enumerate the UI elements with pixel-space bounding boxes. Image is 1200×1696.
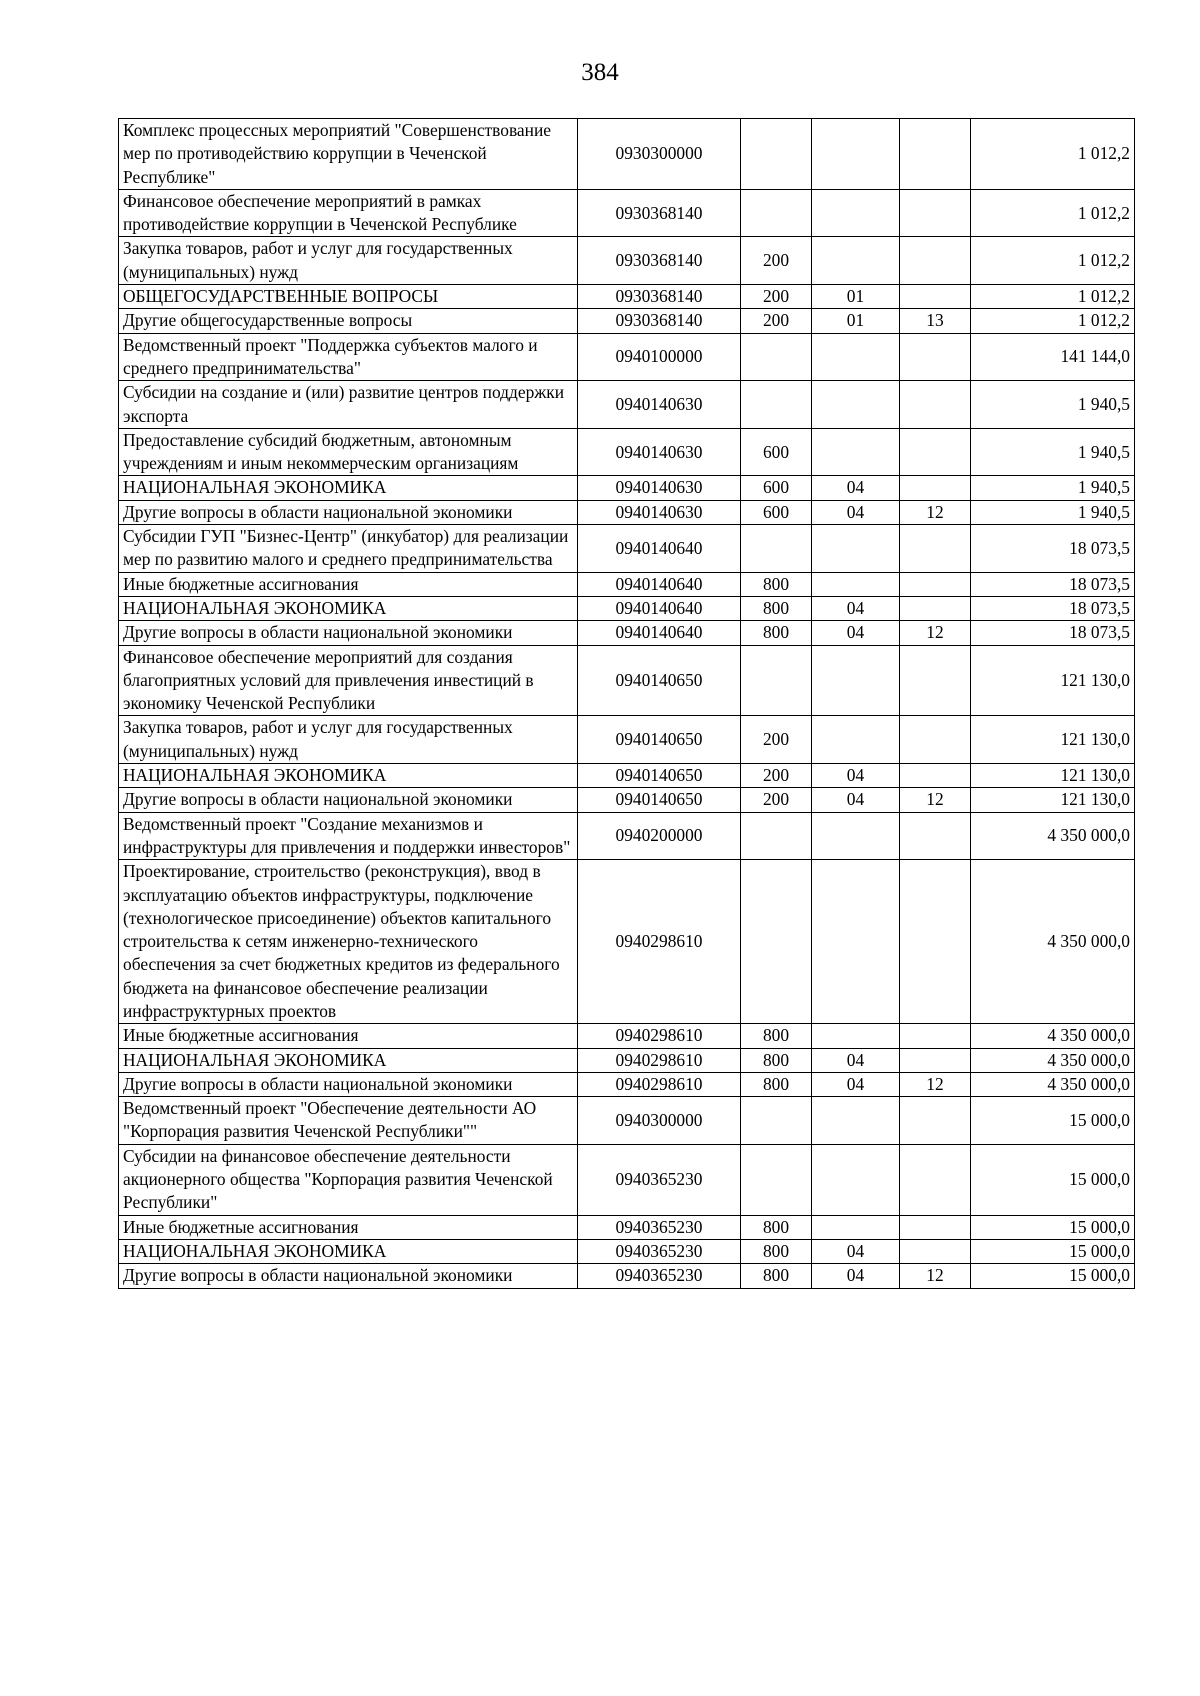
cell-target-code: 0940140640 [578, 572, 741, 596]
table-row [119, 596, 1135, 620]
cell-subsection: 12 [900, 788, 971, 812]
cell-section [812, 381, 900, 429]
cell-section [812, 237, 900, 285]
cell-amount: 15 000,0 [971, 1215, 1135, 1239]
cell-target-code: 0940140630 [578, 476, 741, 500]
cell-expense-type [741, 812, 812, 860]
cell-subsection [900, 525, 971, 573]
cell-section: 04 [812, 788, 900, 812]
cell-subsection [900, 764, 971, 788]
table-row [119, 860, 1135, 1024]
cell-subsection: 13 [900, 309, 971, 333]
table-row [119, 645, 1135, 716]
cell-subsection [900, 812, 971, 860]
cell-expense-type: 800 [741, 621, 812, 645]
table-row [119, 237, 1135, 285]
table-row [119, 1072, 1135, 1096]
cell-expense-type [741, 381, 812, 429]
cell-section: 04 [812, 500, 900, 524]
table-row [119, 764, 1135, 788]
cell-target-code: 0940140650 [578, 645, 741, 716]
cell-amount: 1 940,5 [971, 476, 1135, 500]
cell-expense-type: 200 [741, 285, 812, 309]
cell-amount: 15 000,0 [971, 1264, 1135, 1288]
cell-target-code: 0940140640 [578, 525, 741, 573]
cell-amount: 121 130,0 [971, 788, 1135, 812]
cell-name: Другие вопросы в области национальной экономики [119, 500, 578, 524]
cell-subsection [900, 572, 971, 596]
cell-amount: 15 000,0 [971, 1097, 1135, 1145]
cell-subsection: 12 [900, 500, 971, 524]
cell-target-code: 0930300000 [578, 119, 741, 190]
cell-subsection [900, 716, 971, 764]
cell-section: 04 [812, 1048, 900, 1072]
cell-expense-type [741, 333, 812, 381]
cell-amount: 1 012,2 [971, 309, 1135, 333]
cell-amount: 18 073,5 [971, 596, 1135, 620]
table-row [119, 1239, 1135, 1263]
cell-subsection: 12 [900, 1264, 971, 1288]
cell-subsection: 12 [900, 1072, 971, 1096]
cell-target-code: 0930368140 [578, 285, 741, 309]
cell-target-code: 0940300000 [578, 1097, 741, 1145]
cell-section [812, 333, 900, 381]
cell-expense-type: 200 [741, 788, 812, 812]
cell-expense-type [741, 645, 812, 716]
cell-name: Закупка товаров, работ и услуг для государственных (муниципальных) нужд [119, 716, 578, 764]
cell-expense-type: 800 [741, 596, 812, 620]
table-row [119, 621, 1135, 645]
table-row [119, 428, 1135, 476]
cell-name: Другие вопросы в области национальной экономики [119, 1072, 578, 1096]
cell-expense-type: 200 [741, 764, 812, 788]
cell-name: Финансовое обеспечение мероприятий в рамках противодействие коррупции в Чеченской Республике [119, 189, 578, 237]
cell-section: 01 [812, 285, 900, 309]
table-row [119, 572, 1135, 596]
cell-amount: 15 000,0 [971, 1239, 1135, 1263]
cell-target-code: 0940100000 [578, 333, 741, 381]
cell-name: Иные бюджетные ассигнования [119, 1215, 578, 1239]
table-row [119, 716, 1135, 764]
cell-amount: 4 350 000,0 [971, 1024, 1135, 1048]
cell-subsection [900, 596, 971, 620]
cell-subsection [900, 1239, 971, 1263]
cell-subsection [900, 645, 971, 716]
cell-target-code: 0940140650 [578, 788, 741, 812]
cell-subsection [900, 237, 971, 285]
cell-name: НАЦИОНАЛЬНАЯ ЭКОНОМИКА [119, 764, 578, 788]
cell-section [812, 860, 900, 1024]
cell-section: 04 [812, 1072, 900, 1096]
cell-target-code: 0940298610 [578, 1072, 741, 1096]
cell-expense-type: 200 [741, 237, 812, 285]
cell-subsection [900, 1097, 971, 1145]
cell-target-code: 0930368140 [578, 237, 741, 285]
cell-expense-type: 800 [741, 1048, 812, 1072]
cell-amount: 121 130,0 [971, 716, 1135, 764]
cell-target-code: 0940298610 [578, 860, 741, 1024]
cell-expense-type: 600 [741, 428, 812, 476]
cell-expense-type: 800 [741, 1072, 812, 1096]
cell-name: Иные бюджетные ассигнования [119, 572, 578, 596]
cell-section: 04 [812, 1239, 900, 1263]
cell-amount: 18 073,5 [971, 621, 1135, 645]
cell-section: 04 [812, 764, 900, 788]
cell-name: Ведомственный проект "Создание механизмов и инфраструктуры для привлечения и поддержки инвесторов" [119, 812, 578, 860]
table-row [119, 1144, 1135, 1215]
cell-name: Другие общегосударственные вопросы [119, 309, 578, 333]
cell-amount: 4 350 000,0 [971, 1072, 1135, 1096]
budget-table [118, 118, 1135, 1289]
table-row [119, 812, 1135, 860]
cell-expense-type: 800 [741, 1215, 812, 1239]
cell-target-code: 0940365230 [578, 1215, 741, 1239]
cell-amount: 1 012,2 [971, 237, 1135, 285]
cell-target-code: 0930368140 [578, 189, 741, 237]
cell-subsection [900, 428, 971, 476]
cell-amount: 15 000,0 [971, 1144, 1135, 1215]
cell-subsection [900, 189, 971, 237]
cell-name: Финансовое обеспечение мероприятий для создания благоприятных условий для привлечения инвестиций в экономику Чеченской Республики [119, 645, 578, 716]
cell-target-code: 0940140630 [578, 428, 741, 476]
cell-amount: 18 073,5 [971, 572, 1135, 596]
cell-subsection [900, 1215, 971, 1239]
page-number: 384 [581, 59, 619, 86]
cell-subsection [900, 381, 971, 429]
cell-section [812, 572, 900, 596]
cell-subsection [900, 285, 971, 309]
table-row [119, 1264, 1135, 1288]
cell-expense-type: 200 [741, 716, 812, 764]
cell-section: 04 [812, 476, 900, 500]
cell-target-code: 0940365230 [578, 1144, 741, 1215]
table-row [119, 119, 1135, 190]
cell-expense-type [741, 1097, 812, 1145]
cell-amount: 1 940,5 [971, 500, 1135, 524]
cell-subsection [900, 476, 971, 500]
cell-section [812, 1215, 900, 1239]
cell-name: Закупка товаров, работ и услуг для государственных (муниципальных) нужд [119, 237, 578, 285]
cell-name: Ведомственный проект "Поддержка субъектов малого и среднего предпринимательства" [119, 333, 578, 381]
cell-name: Другие вопросы в области национальной экономики [119, 1264, 578, 1288]
table-row [119, 285, 1135, 309]
cell-section: 04 [812, 621, 900, 645]
cell-section: 04 [812, 1264, 900, 1288]
cell-expense-type [741, 860, 812, 1024]
cell-section [812, 645, 900, 716]
table-row [119, 476, 1135, 500]
table-row [119, 1215, 1135, 1239]
cell-name: НАЦИОНАЛЬНАЯ ЭКОНОМИКА [119, 476, 578, 500]
cell-target-code: 0940140640 [578, 621, 741, 645]
cell-section [812, 1144, 900, 1215]
cell-name: Другие вопросы в области национальной экономики [119, 788, 578, 812]
cell-subsection [900, 1144, 971, 1215]
cell-section [812, 1024, 900, 1048]
cell-amount: 1 940,5 [971, 381, 1135, 429]
cell-target-code: 0940365230 [578, 1239, 741, 1263]
cell-section [812, 1097, 900, 1145]
cell-target-code: 0940140630 [578, 381, 741, 429]
cell-target-code: 0940140640 [578, 596, 741, 620]
cell-subsection [900, 860, 971, 1024]
cell-section [812, 119, 900, 190]
cell-section [812, 189, 900, 237]
budget-table-body [119, 119, 1135, 1289]
cell-target-code: 0940298610 [578, 1024, 741, 1048]
cell-name: Субсидии ГУП "Бизнес-Центр" (инкубатор) для реализации мер по развитию малого и среднего предпринимательства [119, 525, 578, 573]
cell-amount: 1 012,2 [971, 189, 1135, 237]
cell-name: Предоставление субсидий бюджетным, автономным учреждениям и иным некоммерческим организациям [119, 428, 578, 476]
table-row [119, 1097, 1135, 1145]
cell-name: Иные бюджетные ассигнования [119, 1024, 578, 1048]
cell-expense-type: 800 [741, 572, 812, 596]
cell-expense-type [741, 525, 812, 573]
cell-section [812, 525, 900, 573]
cell-subsection [900, 1024, 971, 1048]
cell-amount: 1 940,5 [971, 428, 1135, 476]
cell-section [812, 812, 900, 860]
table-row [119, 1024, 1135, 1048]
cell-amount: 4 350 000,0 [971, 812, 1135, 860]
cell-target-code: 0930368140 [578, 309, 741, 333]
table-row [119, 381, 1135, 429]
cell-name: НАЦИОНАЛЬНАЯ ЭКОНОМИКА [119, 1048, 578, 1072]
cell-subsection [900, 333, 971, 381]
cell-expense-type: 800 [741, 1264, 812, 1288]
cell-target-code: 0940140630 [578, 500, 741, 524]
cell-expense-type: 600 [741, 500, 812, 524]
table-row [119, 309, 1135, 333]
cell-name: Проектирование, строительство (реконструкция), ввод в эксплуатацию объектов инфраструктуры, подключение (технологическое присоединение) объектов капитального строительства к сетям инженерно-технического обеспечения за счет бюджетных кредитов из федерального бюджета на финансовое обеспечение реализации инфраструктурных проектов [119, 860, 578, 1024]
cell-subsection [900, 1048, 971, 1072]
cell-name: Субсидии на финансовое обеспечение деятельности акционерного общества "Корпорация развития Чеченской Республики" [119, 1144, 578, 1215]
table-row [119, 1048, 1135, 1072]
cell-amount: 4 350 000,0 [971, 1048, 1135, 1072]
cell-expense-type: 200 [741, 309, 812, 333]
cell-section [812, 428, 900, 476]
cell-target-code: 0940200000 [578, 812, 741, 860]
table-row [119, 525, 1135, 573]
cell-target-code: 0940140650 [578, 716, 741, 764]
cell-expense-type: 800 [741, 1024, 812, 1048]
cell-target-code: 0940140650 [578, 764, 741, 788]
cell-amount: 121 130,0 [971, 764, 1135, 788]
cell-amount: 141 144,0 [971, 333, 1135, 381]
cell-amount: 4 350 000,0 [971, 860, 1135, 1024]
cell-name: Другие вопросы в области национальной экономики [119, 621, 578, 645]
cell-name: НАЦИОНАЛЬНАЯ ЭКОНОМИКА [119, 596, 578, 620]
cell-section: 04 [812, 596, 900, 620]
table-row [119, 333, 1135, 381]
cell-name: Комплекс процессных мероприятий "Совершенствование мер по противодействию коррупции в Чеченской Республике" [119, 119, 578, 190]
cell-expense-type: 600 [741, 476, 812, 500]
cell-expense-type: 800 [741, 1239, 812, 1263]
table-row [119, 500, 1135, 524]
cell-target-code: 0940365230 [578, 1264, 741, 1288]
table-row [119, 189, 1135, 237]
cell-name: НАЦИОНАЛЬНАЯ ЭКОНОМИКА [119, 1239, 578, 1263]
cell-amount: 1 012,2 [971, 119, 1135, 190]
table-row [119, 788, 1135, 812]
cell-name: ОБЩЕГОСУДАРСТВЕННЫЕ ВОПРОСЫ [119, 285, 578, 309]
cell-expense-type [741, 119, 812, 190]
cell-amount: 121 130,0 [971, 645, 1135, 716]
cell-subsection: 12 [900, 621, 971, 645]
cell-amount: 1 012,2 [971, 285, 1135, 309]
cell-section: 01 [812, 309, 900, 333]
cell-expense-type [741, 1144, 812, 1215]
cell-name: Субсидии на создание и (или) развитие центров поддержки экспорта [119, 381, 578, 429]
cell-target-code: 0940298610 [578, 1048, 741, 1072]
cell-section [812, 716, 900, 764]
cell-amount: 18 073,5 [971, 525, 1135, 573]
cell-subsection [900, 119, 971, 190]
cell-name: Ведомственный проект "Обеспечение деятельности АО "Корпорация развития Чеченской Республики"" [119, 1097, 578, 1145]
cell-expense-type [741, 189, 812, 237]
